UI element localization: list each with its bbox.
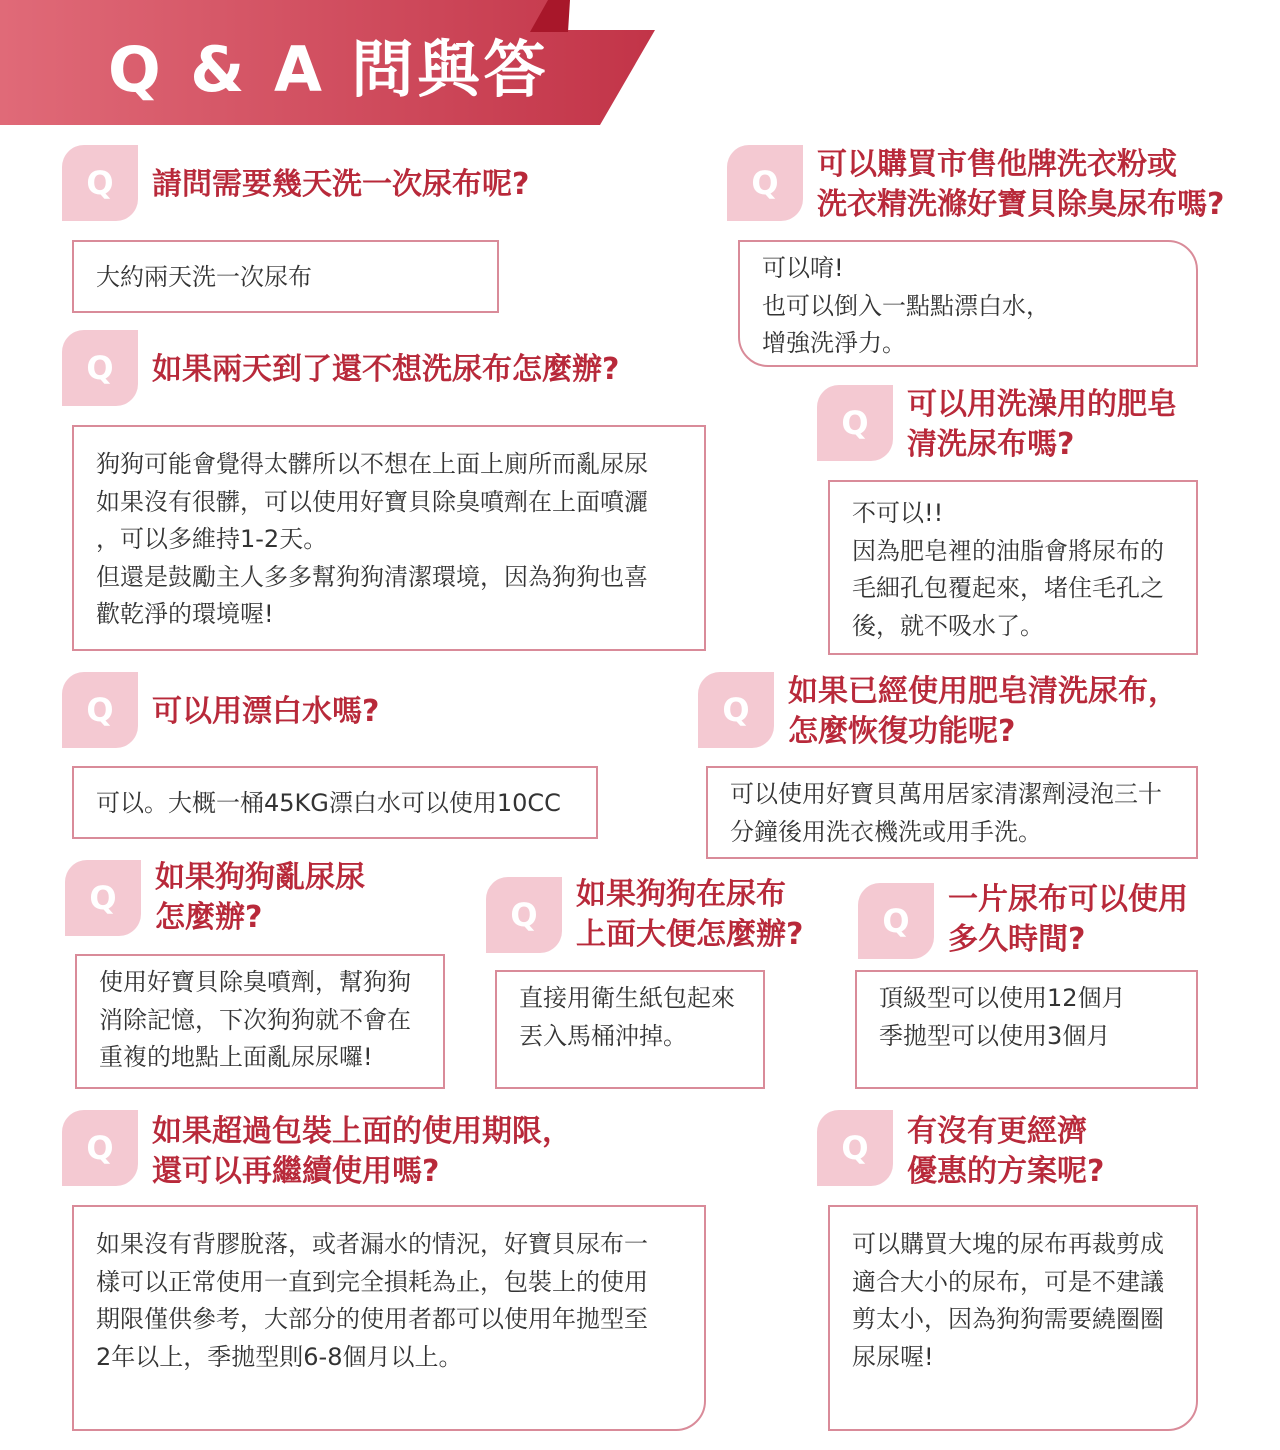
question-title: 如果兩天到了還不想洗尿布怎麼辦?: [152, 352, 620, 387]
answer-box: 可以使用好寶貝萬用居家清潔劑浸泡三十 分鐘後用洗衣機洗或用手洗。: [706, 766, 1198, 859]
answer-box: 大約兩天洗一次尿布: [72, 240, 499, 313]
question-badge: Q: [858, 883, 934, 959]
page-title: Q & A 問與答: [108, 33, 550, 106]
question-badge: Q: [727, 145, 803, 221]
answer-box: 狗狗可能會覺得太髒所以不想在上面上廁所而亂尿尿 如果沒有很髒，可以使用好寶貝除臭噴劑在上面噴灑 ，可以多維持1-2天。 但還是鼓勵主人多多幫狗狗清潔環境，因為狗狗也喜 歡乾淨的環境喔!: [72, 425, 706, 651]
question-badge: Q: [486, 877, 562, 953]
question-title: 如果已經使用肥皂清洗尿布， 怎麼恢復功能呢?: [788, 674, 1178, 749]
answer-box: 可以購買大塊的尿布再裁剪成 適合大小的尿布，可是不建議 剪太小，因為狗狗需要繞圈圈 尿尿喔!: [828, 1205, 1198, 1431]
question-badge: Q: [698, 672, 774, 748]
question-title: 請問需要幾天洗一次尿布呢?: [152, 167, 530, 202]
question-title: 如果狗狗在尿布 上面大便怎麼辦?: [576, 877, 804, 952]
question-badge: Q: [62, 1110, 138, 1186]
question-title: 可以用洗澡用的肥皂 清洗尿布嗎?: [907, 387, 1177, 462]
question-title: 可以用漂白水嗎?: [152, 694, 380, 729]
answer-box: 不可以!! 因為肥皂裡的油脂會將尿布的 毛細孔包覆起來，堵住毛孔之 後，就不吸水了。: [828, 480, 1198, 655]
answer-box: 使用好寶貝除臭噴劑，幫狗狗 消除記憶，下次狗狗就不會在 重複的地點上面亂尿尿囉!: [75, 954, 445, 1089]
answer-box: 可以唷! 也可以倒入一點點漂白水， 增強洗淨力。: [738, 240, 1198, 367]
answer-box: 頂級型可以使用12個月 季拋型可以使用3個月: [855, 970, 1198, 1089]
question-title: 可以購買市售他牌洗衣粉或 洗衣精洗滌好寶貝除臭尿布嗎?: [817, 147, 1225, 222]
answer-box: 如果沒有背膠脫落，或者漏水的情況，好寶貝尿布一 樣可以正常使用一直到完全損耗為止，包裝上的使用 期限僅供參考，大部分的使用者都可以使用年拋型至 2年以上，季拋型則6-8個月以上。: [72, 1205, 706, 1431]
question-badge: Q: [65, 860, 141, 936]
question-badge: Q: [62, 672, 138, 748]
question-badge: Q: [817, 385, 893, 461]
question-title: 如果超過包裝上面的使用期限， 還可以再繼續使用嗎?: [152, 1114, 572, 1189]
question-title: 有沒有更經濟 優惠的方案呢?: [907, 1114, 1105, 1189]
answer-box: 可以。大概一桶45KG漂白水可以使用10CC: [72, 766, 598, 839]
question-badge: Q: [62, 145, 138, 221]
question-badge: Q: [817, 1110, 893, 1186]
answer-box: 直接用衛生紙包起來 丟入馬桶沖掉。: [495, 970, 765, 1089]
question-title: 如果狗狗亂尿尿 怎麼辦?: [155, 860, 365, 935]
question-title: 一片尿布可以使用 多久時間?: [948, 882, 1188, 957]
question-badge: Q: [62, 330, 138, 406]
